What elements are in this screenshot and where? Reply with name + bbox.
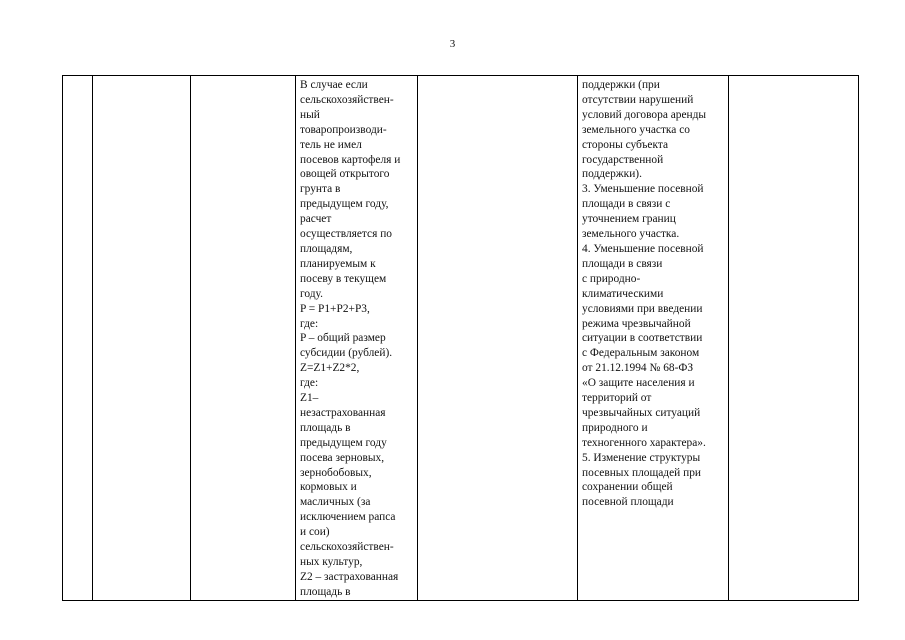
cell-text-line: предыдущем году (300, 436, 387, 449)
cell-text-line: режима чрезвычайной (582, 317, 691, 330)
table-cell-col-1 (63, 76, 93, 601)
cell-text-line: овощей открытого (300, 168, 390, 181)
cell-text-line: площади в связи с (582, 198, 671, 211)
cell-text-line: грунта в (300, 183, 341, 196)
cell-text-line: природного и (582, 421, 648, 434)
cell-text-line: предыдущем году, (300, 198, 389, 211)
cell-text-line: посевов картофеля и (300, 153, 401, 166)
cell-text-line: сельскохозяйствен- (300, 93, 394, 106)
cell-text-line: чрезвычайных ситуаций (582, 406, 701, 419)
cell-text-line: с Федеральным законом (582, 347, 700, 360)
document-table (62, 75, 859, 601)
cell-text-line: и сои) (300, 526, 330, 539)
cell-text-line: сохранении общей (582, 481, 673, 494)
cell-text-line: где: (300, 377, 319, 390)
cell-text-line: 5. Изменение структуры (582, 451, 701, 464)
table-row (63, 76, 859, 601)
table-cell-col-5 (418, 76, 578, 601)
table-cell-grounds-text (578, 76, 729, 601)
cell-text-line: незастрахованная (300, 406, 386, 419)
cell-text-line: земельного участка со (582, 123, 690, 136)
cell-text-line: земельного участка. (582, 228, 680, 241)
cell-text-line: с природно- (582, 272, 641, 285)
cell-text-line: площадь в (300, 421, 351, 434)
cell-text-line: году. (300, 287, 323, 300)
cell-text-line: условий договора аренды (582, 108, 707, 121)
cell-text-line: Z=Z1+Z2*2, (300, 362, 360, 375)
cell-text-line: площадям, (300, 242, 353, 255)
cell-text-line: условиями при введении (582, 302, 703, 315)
cell-text-line: где: (300, 317, 319, 330)
cell-text-line: P = P1+P2+P3, (300, 302, 370, 315)
cell-text-line: от 21.12.1994 № 68-ФЗ (582, 362, 694, 375)
cell-text-line: В случае если (300, 79, 368, 91)
cell-text-line: отсутствии нарушений (582, 93, 694, 106)
cell-text-line: тель не имел (300, 138, 362, 151)
cell-text-line: кормовых и (300, 481, 357, 494)
cell-text-line: планируемым к (300, 257, 376, 270)
cell-text-line: сельскохозяйствен- (300, 541, 394, 554)
cell-text-line: посевных площадей при (582, 466, 701, 479)
cell-text-line: поддержки). (582, 168, 642, 181)
cell-text-line: масличных (за (300, 496, 371, 509)
cell-text-line: P – общий размер (300, 332, 386, 345)
table-cell-col-2 (93, 76, 191, 601)
page-number: 3 (449, 38, 456, 50)
cell-text-line: зернобобовых, (300, 466, 372, 479)
cell-text-line: субсидии (рублей). (300, 347, 393, 360)
cell-text-line: посева зерновых, (300, 451, 385, 464)
cell-text-line: Z1– (300, 392, 319, 405)
cell-text-line: климатическими (582, 287, 664, 300)
cell-text-line: техногенного характера». (582, 436, 706, 449)
table-cell-col-3 (191, 76, 296, 601)
cell-text-line: товаропроизводи- (300, 123, 387, 136)
cell-text-line: площади в связи (582, 257, 663, 270)
cell-text-line: расчет (300, 213, 332, 226)
cell-text-line: ный (300, 108, 320, 121)
table-cell-col-7 (729, 76, 859, 601)
cell-text-line: поддержки (при (582, 79, 660, 91)
cell-text-line: 4. Уменьшение посевной (582, 242, 704, 255)
cell-text-line: посеву в текущем (300, 272, 387, 285)
cell-text-line: стороны субъекта (582, 138, 669, 151)
cell-text-line: ситуации в соответствии (582, 332, 703, 345)
cell-text-line: посевной площади (582, 496, 674, 509)
cell-text-line: уточнением границ (582, 213, 676, 226)
table-cell-calculation-text (296, 76, 418, 601)
cell-text-line: осуществляется по (300, 228, 392, 241)
cell-text-line: 3. Уменьшение посевной (582, 183, 704, 196)
cell-text-line: территорий от (582, 392, 652, 405)
cell-text-line: ных культур, (300, 556, 363, 568)
cell-text-line: исключением рапса (300, 511, 396, 524)
cell-text-line: Z2 – застрахованная (300, 570, 399, 583)
cell-text-line: государственной (582, 153, 664, 166)
cell-text-line: площадь в (300, 585, 351, 598)
cell-text-line: «О защите населения и (582, 377, 695, 390)
